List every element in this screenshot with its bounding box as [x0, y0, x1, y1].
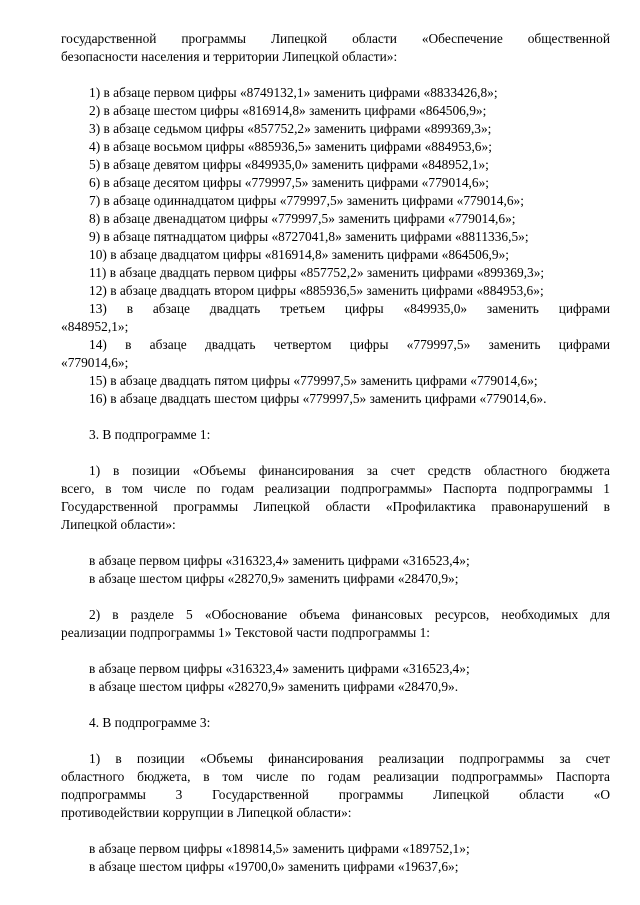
section-3-p2-item: в абзаце шестом цифры «28270,9» заменить цифрами «28470,9».	[89, 679, 459, 694]
list-item: 2) в абзаце шестом цифры «816914,8» заменить цифрами «864506,9»;	[89, 103, 487, 118]
section-4-p1-line-1: 1) в позиции «Объемы финансирования реализации подпрограммы за счет	[89, 751, 610, 766]
intro-line-1: государственной программы Липецкой области «Обеспечение общественной	[61, 31, 610, 46]
list-item-16: 16) в абзаце двадцать шестом цифры «779997,5» заменить цифрами «779014,6».	[89, 391, 547, 406]
section-3-p1-line-4: Липецкой области»:	[61, 517, 176, 532]
section-3-p1-item: в абзаце первом цифры «316323,4» заменить цифрами «316523,4»;	[89, 553, 470, 568]
intro-line-2: безопасности населения и территории Липецкой области»:	[61, 49, 398, 64]
section-4-p1-line-3: подпрограммы 3 Государственной программы Липецкой области «О	[61, 787, 610, 802]
list-item-13-line-2: «848952,1»;	[61, 319, 129, 334]
section-3-p2-item: в абзаце первом цифры «316323,4» заменить цифрами «316523,4»;	[89, 661, 470, 676]
section-4-p1-line-4: противодействии коррупции в Липецкой области»:	[61, 805, 352, 820]
section-3-p2-line-2: реализации подпрограммы 1» Текстовой части подпрограммы 1:	[61, 625, 431, 640]
list-item: 6) в абзаце десятом цифры «779997,5» заменить цифрами «779014,6»;	[89, 175, 489, 190]
section-3-p1-item: в абзаце шестом цифры «28270,9» заменить цифрами «28470,9»;	[89, 571, 459, 586]
list-item: 12) в абзаце двадцать втором цифры «885936,5» заменить цифрами «884953,6»;	[89, 283, 544, 298]
list-item-15: 15) в абзаце двадцать пятом цифры «779997,5» заменить цифрами «779014,6»;	[89, 373, 538, 388]
section-4-p1-item: в абзаце первом цифры «189814,5» заменить цифрами «189752,1»;	[89, 841, 470, 856]
list-item: 4) в абзаце восьмом цифры «885936,5» заменить цифрами «884953,6»;	[89, 139, 492, 154]
list-item: 8) в абзаце двенадцатом цифры «779997,5» заменить цифрами «779014,6»;	[89, 211, 516, 226]
list-item: 11) в абзаце двадцать первом цифры «857752,2» заменить цифрами «899369,3»;	[89, 265, 545, 280]
list-item: 9) в абзаце пятнадцатом цифры «8727041,8» заменить цифрами «8811336,5»;	[89, 229, 529, 244]
section-3-heading: 3. В подпрограмме 1:	[89, 427, 211, 442]
section-3-p1-line-1: 1) в позиции «Объемы финансирования за счет средств областного бюджета	[89, 463, 610, 478]
list-item: 7) в абзаце одиннадцатом цифры «779997,5» заменить цифрами «779014,6»;	[89, 193, 524, 208]
list-item: 10) в абзаце двадцатом цифры «816914,8» заменить цифрами «864506,9»;	[89, 247, 509, 262]
section-3-p2-line-1: 2) в разделе 5 «Обоснование объема финансовых ресурсов, необходимых для	[89, 607, 610, 622]
list-item-13-line-1: 13) в абзаце двадцать третьем цифры «849935,0» заменить цифрами	[89, 301, 610, 316]
section-4-p1-line-2: областного бюджета, в том числе по годам реализации подпрограммы» Паспорта	[61, 769, 610, 784]
list-item-14-line-1: 14) в абзаце двадцать четвертом цифры «779997,5» заменить цифрами	[89, 337, 610, 352]
list-item: 1) в абзаце первом цифры «8749132,1» заменить цифрами «8833426,8»;	[89, 85, 498, 100]
list-item: 3) в абзаце седьмом цифры «857752,2» заменить цифрами «899369,3»;	[89, 121, 492, 136]
section-4-p1-item: в абзаце шестом цифры «19700,0» заменить цифрами «19637,6»;	[89, 859, 459, 874]
section-3-p1-line-2: всего, в том числе по годам реализации подпрограммы» Паспорта подпрограммы 1	[61, 481, 610, 496]
section-4-heading: 4. В подпрограмме 3:	[89, 715, 211, 730]
section-3-p1-line-3: Государственной программы Липецкой области «Профилактика правонарушений в	[61, 499, 610, 514]
list-item-14-line-2: «779014,6»;	[61, 355, 129, 370]
list-item: 5) в абзаце девятом цифры «849935,0» заменить цифрами «848952,1»;	[89, 157, 489, 172]
